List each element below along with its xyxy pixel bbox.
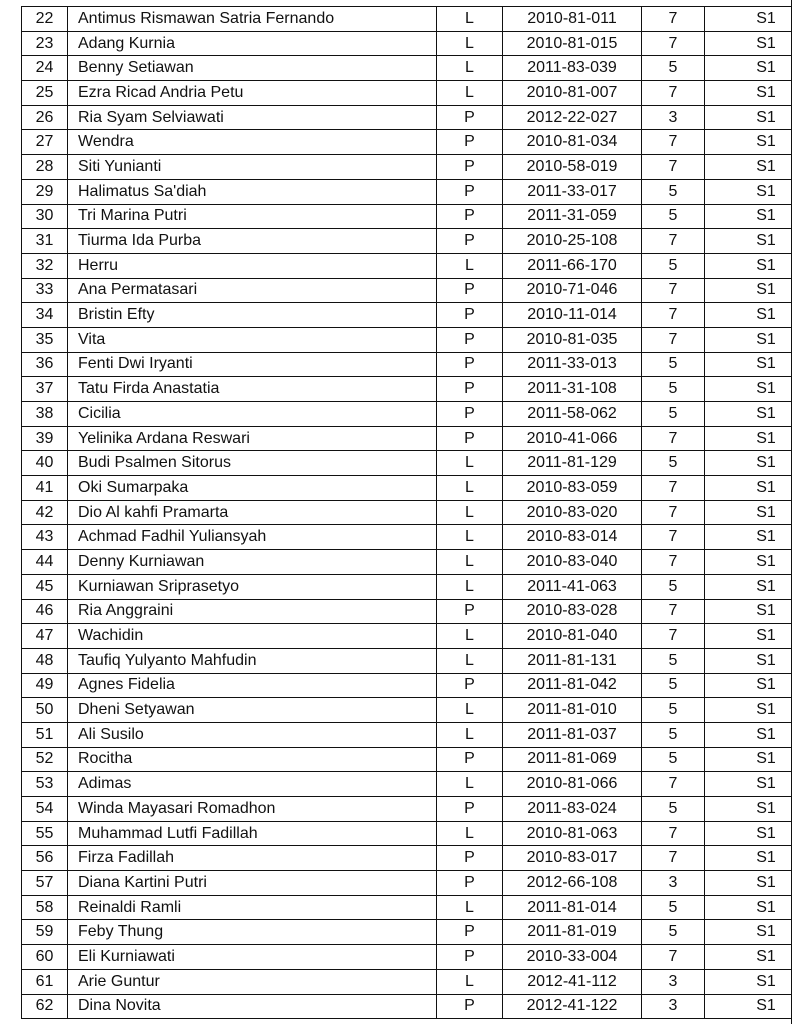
degree-level-cell: S1 xyxy=(705,797,792,822)
row-number-cell: 42 xyxy=(22,500,68,525)
semester-cell: 3 xyxy=(642,969,705,994)
student-id-cell: 2011-81-129 xyxy=(503,451,642,476)
student-id-cell: 2012-22-027 xyxy=(503,105,642,130)
row-number-cell: 45 xyxy=(22,574,68,599)
table-row xyxy=(22,327,792,352)
student-name-cell: Taufiq Yulyanto Mahfudin xyxy=(68,648,437,673)
semester-cell: 7 xyxy=(642,155,705,180)
gender-cell: L xyxy=(437,574,503,599)
student-name-cell: Fenti Dwi Iryanti xyxy=(68,352,437,377)
semester-cell: 5 xyxy=(642,402,705,427)
table-row xyxy=(22,920,792,945)
table-row xyxy=(22,130,792,155)
gender-cell: L xyxy=(437,253,503,278)
student-id-cell: 2011-33-013 xyxy=(503,352,642,377)
semester-cell: 7 xyxy=(642,772,705,797)
semester-cell: 7 xyxy=(642,550,705,575)
roster-table-body xyxy=(22,7,792,1019)
gender-cell: L xyxy=(437,476,503,501)
row-number-cell: 25 xyxy=(22,81,68,106)
degree-level-cell: S1 xyxy=(705,945,792,970)
student-name-cell: Kurniawan Sriprasetyo xyxy=(68,574,437,599)
semester-cell: 7 xyxy=(642,476,705,501)
semester-cell: 7 xyxy=(642,31,705,56)
row-number-cell: 43 xyxy=(22,525,68,550)
row-number-cell: 54 xyxy=(22,797,68,822)
row-number-cell: 44 xyxy=(22,550,68,575)
degree-level-cell: S1 xyxy=(705,525,792,550)
student-id-cell: 2010-83-028 xyxy=(503,599,642,624)
gender-cell: P xyxy=(437,402,503,427)
student-id-cell: 2010-83-014 xyxy=(503,525,642,550)
gender-cell: P xyxy=(437,155,503,180)
gender-cell: L xyxy=(437,56,503,81)
semester-cell: 5 xyxy=(642,747,705,772)
table-row xyxy=(22,550,792,575)
degree-level-cell: S1 xyxy=(705,155,792,180)
semester-cell: 5 xyxy=(642,648,705,673)
student-id-cell: 2012-41-112 xyxy=(503,969,642,994)
degree-level-cell: S1 xyxy=(705,253,792,278)
student-id-cell: 2011-66-170 xyxy=(503,253,642,278)
student-id-cell: 2010-25-108 xyxy=(503,229,642,254)
table-row xyxy=(22,673,792,698)
student-id-cell: 2010-83-017 xyxy=(503,846,642,871)
table-row xyxy=(22,56,792,81)
row-number-cell: 28 xyxy=(22,155,68,180)
row-number-cell: 62 xyxy=(22,994,68,1019)
student-name-cell: Siti Yunianti xyxy=(68,155,437,180)
degree-level-cell: S1 xyxy=(705,846,792,871)
semester-cell: 7 xyxy=(642,229,705,254)
semester-cell: 7 xyxy=(642,327,705,352)
student-name-cell: Halimatus Sa'diah xyxy=(68,179,437,204)
student-name-cell: Antimus Rismawan Satria Fernando xyxy=(68,7,437,32)
student-id-cell: 2010-81-015 xyxy=(503,31,642,56)
semester-cell: 5 xyxy=(642,895,705,920)
table-row xyxy=(22,377,792,402)
semester-cell: 7 xyxy=(642,303,705,328)
degree-level-cell: S1 xyxy=(705,179,792,204)
student-id-cell: 2011-83-024 xyxy=(503,797,642,822)
table-row xyxy=(22,105,792,130)
student-id-cell: 2011-33-017 xyxy=(503,179,642,204)
student-id-cell: 2012-41-122 xyxy=(503,994,642,1019)
row-number-cell: 23 xyxy=(22,31,68,56)
student-name-cell: Eli Kurniawati xyxy=(68,945,437,970)
gender-cell: P xyxy=(437,945,503,970)
student-name-cell: Arie Guntur xyxy=(68,969,437,994)
row-number-cell: 35 xyxy=(22,327,68,352)
student-id-cell: 2010-58-019 xyxy=(503,155,642,180)
degree-level-cell: S1 xyxy=(705,599,792,624)
semester-cell: 5 xyxy=(642,253,705,278)
semester-cell: 7 xyxy=(642,624,705,649)
semester-cell: 5 xyxy=(642,352,705,377)
semester-cell: 5 xyxy=(642,179,705,204)
degree-level-cell: S1 xyxy=(705,130,792,155)
student-name-cell: Herru xyxy=(68,253,437,278)
semester-cell: 5 xyxy=(642,451,705,476)
student-name-cell: Ana Permatasari xyxy=(68,278,437,303)
student-id-cell: 2010-11-014 xyxy=(503,303,642,328)
student-id-cell: 2010-81-034 xyxy=(503,130,642,155)
semester-cell: 7 xyxy=(642,278,705,303)
student-name-cell: Ali Susilo xyxy=(68,722,437,747)
student-name-cell: Firza Fadillah xyxy=(68,846,437,871)
semester-cell: 5 xyxy=(642,377,705,402)
degree-level-cell: S1 xyxy=(705,624,792,649)
gender-cell: L xyxy=(437,7,503,32)
gender-cell: P xyxy=(437,747,503,772)
row-number-cell: 40 xyxy=(22,451,68,476)
table-row xyxy=(22,747,792,772)
student-name-cell: Wendra xyxy=(68,130,437,155)
table-row xyxy=(22,451,792,476)
student-id-cell: 2010-81-066 xyxy=(503,772,642,797)
table-row xyxy=(22,871,792,896)
student-name-cell: Vita xyxy=(68,327,437,352)
row-number-cell: 22 xyxy=(22,7,68,32)
degree-level-cell: S1 xyxy=(705,648,792,673)
gender-cell: P xyxy=(437,278,503,303)
row-number-cell: 32 xyxy=(22,253,68,278)
row-number-cell: 31 xyxy=(22,229,68,254)
gender-cell: P xyxy=(437,352,503,377)
semester-cell: 7 xyxy=(642,525,705,550)
semester-cell: 7 xyxy=(642,821,705,846)
student-id-cell: 2011-81-069 xyxy=(503,747,642,772)
semester-cell: 5 xyxy=(642,797,705,822)
student-id-cell: 2011-81-131 xyxy=(503,648,642,673)
student-name-cell: Tri Marina Putri xyxy=(68,204,437,229)
student-name-cell: Adimas xyxy=(68,772,437,797)
row-number-cell: 55 xyxy=(22,821,68,846)
gender-cell: P xyxy=(437,846,503,871)
degree-level-cell: S1 xyxy=(705,994,792,1019)
student-id-cell: 2010-81-011 xyxy=(503,7,642,32)
table-row xyxy=(22,994,792,1019)
semester-cell: 7 xyxy=(642,130,705,155)
table-row xyxy=(22,525,792,550)
row-number-cell: 46 xyxy=(22,599,68,624)
semester-cell: 3 xyxy=(642,871,705,896)
row-number-cell: 39 xyxy=(22,426,68,451)
gender-cell: P xyxy=(437,204,503,229)
semester-cell: 7 xyxy=(642,426,705,451)
row-number-cell: 30 xyxy=(22,204,68,229)
degree-level-cell: S1 xyxy=(705,920,792,945)
gender-cell: P xyxy=(437,871,503,896)
row-number-cell: 58 xyxy=(22,895,68,920)
table-row xyxy=(22,574,792,599)
table-row xyxy=(22,945,792,970)
degree-level-cell: S1 xyxy=(705,31,792,56)
table-row xyxy=(22,278,792,303)
gender-cell: L xyxy=(437,81,503,106)
gender-cell: P xyxy=(437,105,503,130)
student-name-cell: Yelinika Ardana Reswari xyxy=(68,426,437,451)
gender-cell: L xyxy=(437,500,503,525)
row-number-cell: 38 xyxy=(22,402,68,427)
semester-cell: 3 xyxy=(642,105,705,130)
gender-cell: L xyxy=(437,969,503,994)
gender-cell: P xyxy=(437,599,503,624)
row-number-cell: 24 xyxy=(22,56,68,81)
degree-level-cell: S1 xyxy=(705,673,792,698)
table-row xyxy=(22,969,792,994)
row-number-cell: 36 xyxy=(22,352,68,377)
student-name-cell: Oki Sumarpaka xyxy=(68,476,437,501)
student-id-cell: 2011-31-108 xyxy=(503,377,642,402)
semester-cell: 5 xyxy=(642,920,705,945)
gender-cell: P xyxy=(437,303,503,328)
student-name-cell: Cicilia xyxy=(68,402,437,427)
degree-level-cell: S1 xyxy=(705,476,792,501)
degree-level-cell: S1 xyxy=(705,7,792,32)
degree-level-cell: S1 xyxy=(705,895,792,920)
table-row xyxy=(22,426,792,451)
gender-cell: L xyxy=(437,698,503,723)
row-number-cell: 53 xyxy=(22,772,68,797)
row-number-cell: 51 xyxy=(22,722,68,747)
gender-cell: P xyxy=(437,377,503,402)
semester-cell: 7 xyxy=(642,599,705,624)
table-row xyxy=(22,698,792,723)
table-row xyxy=(22,179,792,204)
gender-cell: P xyxy=(437,229,503,254)
student-name-cell: Muhammad Lutfi Fadillah xyxy=(68,821,437,846)
student-name-cell: Tatu Firda Anastatia xyxy=(68,377,437,402)
gender-cell: L xyxy=(437,895,503,920)
gender-cell: P xyxy=(437,920,503,945)
student-name-cell: Ezra Ricad Andria Petu xyxy=(68,81,437,106)
degree-level-cell: S1 xyxy=(705,377,792,402)
row-number-cell: 34 xyxy=(22,303,68,328)
student-id-cell: 2011-81-014 xyxy=(503,895,642,920)
semester-cell: 7 xyxy=(642,81,705,106)
table-row xyxy=(22,772,792,797)
semester-cell: 5 xyxy=(642,698,705,723)
degree-level-cell: S1 xyxy=(705,229,792,254)
semester-cell: 5 xyxy=(642,204,705,229)
degree-level-cell: S1 xyxy=(705,722,792,747)
semester-cell: 7 xyxy=(642,846,705,871)
student-id-cell: 2010-83-059 xyxy=(503,476,642,501)
student-id-cell: 2011-41-063 xyxy=(503,574,642,599)
table-row xyxy=(22,204,792,229)
gender-cell: L xyxy=(437,648,503,673)
degree-level-cell: S1 xyxy=(705,81,792,106)
degree-level-cell: S1 xyxy=(705,871,792,896)
row-number-cell: 47 xyxy=(22,624,68,649)
student-name-cell: Reinaldi Ramli xyxy=(68,895,437,920)
row-number-cell: 48 xyxy=(22,648,68,673)
gender-cell: P xyxy=(437,797,503,822)
degree-level-cell: S1 xyxy=(705,303,792,328)
degree-level-cell: S1 xyxy=(705,204,792,229)
student-id-cell: 2010-83-020 xyxy=(503,500,642,525)
semester-cell: 7 xyxy=(642,7,705,32)
row-number-cell: 41 xyxy=(22,476,68,501)
semester-cell: 7 xyxy=(642,945,705,970)
student-name-cell: Ria Anggraini xyxy=(68,599,437,624)
student-name-cell: Winda Mayasari Romadhon xyxy=(68,797,437,822)
gender-cell: L xyxy=(437,451,503,476)
student-name-cell: Diana Kartini Putri xyxy=(68,871,437,896)
student-name-cell: Dina Novita xyxy=(68,994,437,1019)
gender-cell: L xyxy=(437,624,503,649)
gender-cell: P xyxy=(437,179,503,204)
gender-cell: P xyxy=(437,327,503,352)
degree-level-cell: S1 xyxy=(705,278,792,303)
table-row xyxy=(22,599,792,624)
student-name-cell: Dheni Setyawan xyxy=(68,698,437,723)
student-id-cell: 2010-81-040 xyxy=(503,624,642,649)
student-id-cell: 2011-81-042 xyxy=(503,673,642,698)
degree-level-cell: S1 xyxy=(705,969,792,994)
row-number-cell: 56 xyxy=(22,846,68,871)
gender-cell: L xyxy=(437,550,503,575)
degree-level-cell: S1 xyxy=(705,426,792,451)
table-row xyxy=(22,821,792,846)
degree-level-cell: S1 xyxy=(705,574,792,599)
degree-level-cell: S1 xyxy=(705,698,792,723)
gender-cell: L xyxy=(437,821,503,846)
student-id-cell: 2011-81-037 xyxy=(503,722,642,747)
student-id-cell: 2011-83-039 xyxy=(503,56,642,81)
degree-level-cell: S1 xyxy=(705,402,792,427)
degree-level-cell: S1 xyxy=(705,352,792,377)
table-row xyxy=(22,229,792,254)
degree-level-cell: S1 xyxy=(705,500,792,525)
row-number-cell: 29 xyxy=(22,179,68,204)
student-name-cell: Benny Setiawan xyxy=(68,56,437,81)
gender-cell: L xyxy=(437,525,503,550)
student-id-cell: 2010-33-004 xyxy=(503,945,642,970)
table-row xyxy=(22,722,792,747)
student-id-cell: 2010-81-035 xyxy=(503,327,642,352)
student-id-cell: 2010-81-063 xyxy=(503,821,642,846)
student-name-cell: Adang Kurnia xyxy=(68,31,437,56)
degree-level-cell: S1 xyxy=(705,451,792,476)
student-name-cell: Agnes Fidelia xyxy=(68,673,437,698)
student-name-cell: Dio Al kahfi Pramarta xyxy=(68,500,437,525)
row-number-cell: 57 xyxy=(22,871,68,896)
degree-level-cell: S1 xyxy=(705,105,792,130)
gender-cell: L xyxy=(437,772,503,797)
student-id-cell: 2011-81-010 xyxy=(503,698,642,723)
student-name-cell: Denny Kurniawan xyxy=(68,550,437,575)
semester-cell: 5 xyxy=(642,56,705,81)
row-number-cell: 52 xyxy=(22,747,68,772)
row-number-cell: 37 xyxy=(22,377,68,402)
row-number-cell: 26 xyxy=(22,105,68,130)
table-row xyxy=(22,895,792,920)
gender-cell: P xyxy=(437,426,503,451)
gender-cell: L xyxy=(437,31,503,56)
semester-cell: 3 xyxy=(642,994,705,1019)
student-name-cell: Feby Thung xyxy=(68,920,437,945)
table-row xyxy=(22,797,792,822)
semester-cell: 7 xyxy=(642,500,705,525)
row-number-cell: 33 xyxy=(22,278,68,303)
table-row xyxy=(22,253,792,278)
row-number-cell: 59 xyxy=(22,920,68,945)
gender-cell: L xyxy=(437,722,503,747)
table-row xyxy=(22,303,792,328)
table-row xyxy=(22,7,792,32)
semester-cell: 5 xyxy=(642,722,705,747)
table-row xyxy=(22,500,792,525)
table-row xyxy=(22,352,792,377)
row-number-cell: 27 xyxy=(22,130,68,155)
table-row xyxy=(22,648,792,673)
degree-level-cell: S1 xyxy=(705,747,792,772)
gender-cell: P xyxy=(437,673,503,698)
student-id-cell: 2012-66-108 xyxy=(503,871,642,896)
student-name-cell: Achmad Fadhil Yuliansyah xyxy=(68,525,437,550)
degree-level-cell: S1 xyxy=(705,821,792,846)
student-id-cell: 2010-81-007 xyxy=(503,81,642,106)
student-name-cell: Ria Syam Selviawati xyxy=(68,105,437,130)
student-id-cell: 2011-58-062 xyxy=(503,402,642,427)
student-name-cell: Wachidin xyxy=(68,624,437,649)
student-id-cell: 2010-83-040 xyxy=(503,550,642,575)
student-roster-table xyxy=(21,6,792,1019)
student-id-cell: 2010-41-066 xyxy=(503,426,642,451)
degree-level-cell: S1 xyxy=(705,550,792,575)
row-number-cell: 50 xyxy=(22,698,68,723)
table-row xyxy=(22,81,792,106)
table-row xyxy=(22,476,792,501)
student-id-cell: 2011-81-019 xyxy=(503,920,642,945)
table-row xyxy=(22,846,792,871)
degree-level-cell: S1 xyxy=(705,327,792,352)
student-name-cell: Bristin Efty xyxy=(68,303,437,328)
degree-level-cell: S1 xyxy=(705,772,792,797)
semester-cell: 5 xyxy=(642,673,705,698)
table-row xyxy=(22,624,792,649)
table-row xyxy=(22,402,792,427)
student-name-cell: Budi Psalmen Sitorus xyxy=(68,451,437,476)
student-name-cell: Rocitha xyxy=(68,747,437,772)
gender-cell: P xyxy=(437,130,503,155)
gender-cell: P xyxy=(437,994,503,1019)
student-id-cell: 2011-31-059 xyxy=(503,204,642,229)
student-name-cell: Tiurma Ida Purba xyxy=(68,229,437,254)
table-row xyxy=(22,155,792,180)
table-row xyxy=(22,31,792,56)
row-number-cell: 49 xyxy=(22,673,68,698)
student-id-cell: 2010-71-046 xyxy=(503,278,642,303)
row-number-cell: 60 xyxy=(22,945,68,970)
row-number-cell: 61 xyxy=(22,969,68,994)
degree-level-cell: S1 xyxy=(705,56,792,81)
semester-cell: 5 xyxy=(642,574,705,599)
